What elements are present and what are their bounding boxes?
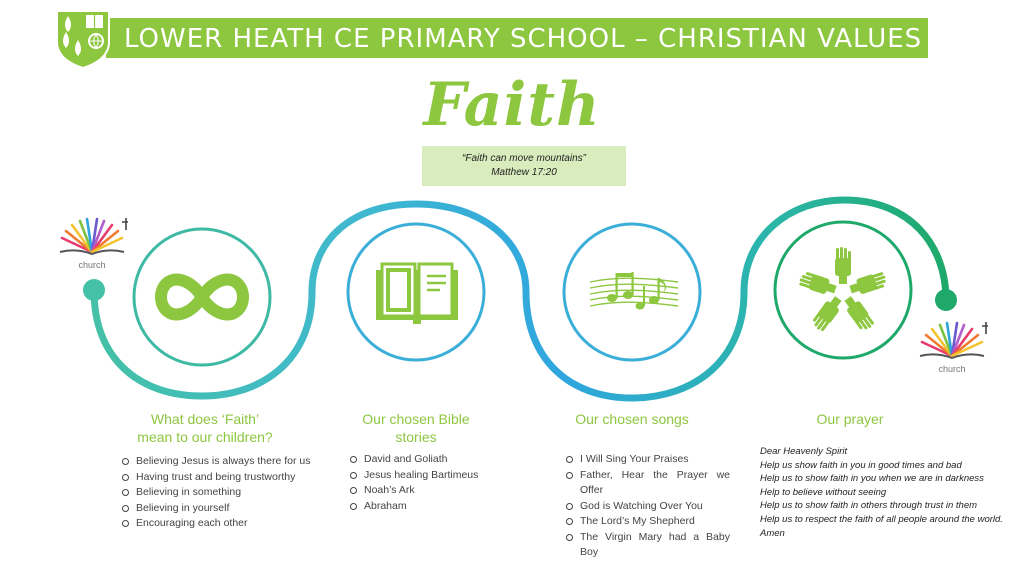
- church-logo-label: church: [938, 364, 966, 374]
- prayer-line: Dear Heavenly Spirit: [760, 446, 848, 457]
- list-item: The Lord’s My Shepherd: [564, 514, 730, 530]
- stories-list: [348, 452, 508, 514]
- open-bible-icon: [374, 258, 460, 328]
- church-logo-label: church: [78, 260, 106, 270]
- prayer-line: Help us to show faith in you when we are in darkness: [760, 473, 984, 485]
- church-logo-right: [916, 320, 988, 378]
- list-item: Father, Hear the Prayer we Offer: [564, 468, 730, 499]
- meaning-title-line1: What does ‘Faith’: [150, 411, 260, 427]
- prayer-title: Our prayer: [816, 411, 884, 427]
- church-logo-icon: [916, 320, 988, 364]
- value-title: Faith: [423, 70, 601, 140]
- prayer-line: Help us to respect the faith of all people around the world.: [760, 513, 1003, 525]
- list-item: Encouraging each other: [120, 516, 314, 532]
- church-logo-icon: [56, 216, 128, 260]
- church-logo-left: [56, 216, 128, 274]
- list-item: Believing Jesus is always there for us: [120, 454, 314, 470]
- stories-title: [330, 410, 502, 446]
- list-item: The Virgin Mary had a Baby Boy: [564, 530, 730, 561]
- meaning-title-line2: mean to our children?: [137, 429, 273, 445]
- prayer-line: Help us to show faith in others through trust in them: [760, 500, 978, 512]
- list-item: I Will Sing Your Praises: [564, 452, 730, 468]
- stories-title-line1: Our chosen Bible: [362, 411, 470, 427]
- list-item: Believing in something: [120, 485, 314, 501]
- path-end-dot: [935, 289, 957, 311]
- list-item: God is Watching Over You: [564, 499, 730, 515]
- prayer-line: Help to believe without seeing: [760, 486, 887, 498]
- stories-title-line2: stories: [395, 429, 437, 445]
- list-item: Jesus healing Bartimeus: [348, 468, 508, 484]
- prayer-line: Amen: [760, 527, 785, 539]
- quote-reference: Matthew 17:20: [491, 167, 557, 178]
- infinity-icon: [152, 267, 252, 327]
- list-item: Having trust and being trustworthy: [120, 470, 314, 486]
- list-item: Abraham: [348, 499, 508, 515]
- list-item: Believing in yourself: [120, 501, 314, 517]
- hands-circle-icon: [795, 246, 891, 338]
- songs-title: Our chosen songs: [575, 411, 689, 427]
- meaning-list: [120, 454, 314, 532]
- list-item: David and Goliath: [348, 452, 508, 468]
- banner-title: LOWER HEATH CE PRIMARY SCHOOL – CHRISTIAN VALUES: [124, 24, 923, 54]
- list-item: Noah’s Ark: [348, 483, 508, 499]
- meaning-title: [110, 410, 300, 446]
- songs-list: [564, 452, 730, 561]
- path-start-dot: [83, 279, 105, 301]
- prayer-text: [760, 445, 1018, 540]
- prayer-line: Help us show faith in you in good times and bad: [760, 459, 962, 471]
- music-notes-icon: [588, 268, 680, 318]
- quote-text: “Faith can move mountains”: [462, 153, 586, 164]
